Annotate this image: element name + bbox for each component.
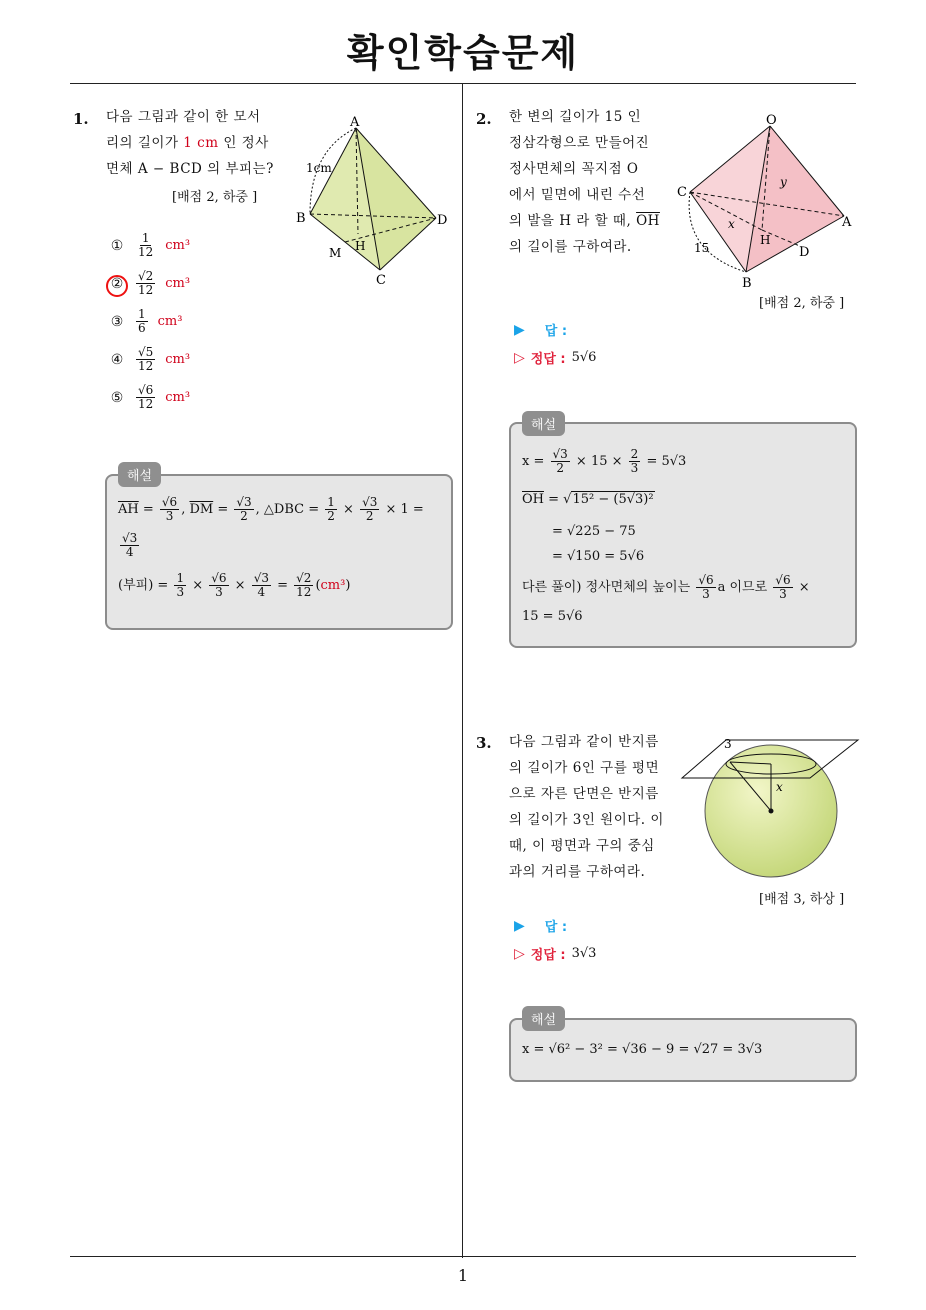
question-text: 한 변의 길이가 15 인 정삼각형으로 만들어진 정사면체의 꼭지점 O 에서 밑면에 내린 수선 의 발을 H 라 할 때, $\overline{OH}$ 의 길이를 구하여라. — [509, 109, 660, 255]
svg-text:x: x — [728, 217, 735, 231]
answer-play-icon: ▶ — [514, 321, 525, 338]
point-h-label: H — [355, 239, 366, 253]
explanation-tag: 해설 — [522, 411, 565, 436]
svg-text:y: y — [780, 175, 787, 189]
tetrahedron-o-figure — [672, 112, 857, 290]
svg-text:O: O — [766, 113, 777, 128]
correct-answer-row: ▷ 정답 : 5√6 — [514, 349, 597, 367]
page-title: 확인학습문제 — [346, 31, 580, 75]
vertex-d-label: D — [437, 213, 448, 228]
question-number: 3. — [476, 734, 492, 752]
explanation-line: $\overline{AH}$ = $\frac{√6}{3}$ , $\overline{DM}$ = $\frac{√3}{2}$ , △DBC = $\frac{1}{2}$ × $\frac{√3}{2}$ × 1 = — [118, 495, 424, 523]
option-1[interactable]: ① $\frac{1}{12}$ cm³ — [110, 231, 191, 259]
explanation-line: = √150 = 5√6 — [552, 549, 645, 564]
bottom-rule — [70, 1256, 856, 1257]
explanation-line: $\frac{√3}{4}$ — [122, 531, 138, 559]
point-m-label: M — [329, 246, 342, 260]
vertex-a-label: A — [350, 115, 360, 130]
explanation-line: 15 = 5√6 — [522, 609, 583, 624]
question-number: 1. — [73, 110, 89, 128]
sphere-figure — [680, 734, 860, 882]
option-3[interactable]: ③ $\frac{1}{6}$ cm³ — [110, 307, 183, 335]
svg-text:x: x — [776, 780, 783, 794]
option-2[interactable]: ② $\frac{√2}{12}$ cm³ — [110, 269, 191, 297]
answer-input-row[interactable]: ▶ 답 : — [514, 321, 568, 339]
explanation-tag: 해설 — [118, 462, 161, 487]
explanation-line: x = $\frac{√3}{2}$ × 15 × $\frac{2}{3}$ = 5√3 — [522, 447, 687, 475]
svg-text:15: 15 — [694, 241, 710, 255]
explanation-line: x = √6² − 3² = √36 − 9 = √27 = 3√3 — [522, 1042, 763, 1057]
answer-triangle-icon: ▷ — [514, 349, 525, 366]
score-label: [배점 2, 하중 ] — [759, 296, 845, 311]
question-text: 다음 그림과 같이 한 모서 리의 길이가 1 cm 인 정사 면체 A − BCD 의 부피는? — [106, 109, 274, 177]
edge-length-label: 1cm — [306, 161, 332, 175]
column-divider — [462, 84, 463, 1258]
question-number: 2. — [476, 110, 492, 128]
page-number: 1 — [457, 1266, 469, 1285]
question-text: 다음 그림과 같이 반지름 의 길이가 6인 구를 평면 으로 자른 단면은 반지름 의 길이가 3인 원이다. 이 때, 이 평면과 구의 중심 과의 거리를 구하여라. — [509, 734, 664, 880]
svg-text:D: D — [799, 245, 810, 260]
correct-answer-row: ▷ 정답 : 3√3 — [514, 945, 597, 963]
option-5[interactable]: ⑤ $\frac{√6}{12}$ cm³ — [110, 383, 191, 411]
score-label: [배점 2, 하중 ] — [172, 190, 258, 205]
answer-play-icon: ▶ — [514, 917, 525, 934]
vertex-b-label: B — [296, 211, 306, 226]
svg-text:3: 3 — [724, 737, 732, 751]
svg-text:H: H — [760, 233, 771, 247]
answer-input-row[interactable]: ▶ 답 : — [514, 917, 568, 935]
explanation-line: = √225 − 75 — [552, 524, 636, 539]
score-label: [배점 3, 하상 ] — [759, 892, 845, 907]
explanation-tag: 해설 — [522, 1006, 565, 1031]
svg-text:C: C — [677, 185, 687, 200]
top-rule — [70, 83, 856, 84]
option-4[interactable]: ④ $\frac{√5}{12}$ cm³ — [110, 345, 191, 373]
explanation-line: $\overline{OH} = √15^2 - (5√3)^2$ — [522, 492, 654, 507]
svg-text:A: A — [842, 215, 852, 230]
explanation-line: (부피) = $\frac{1}{3}$ × $\frac{√6}{3}$ × $\frac{√3}{4}$ = $\frac{√2}{12}$ (cm³) — [118, 571, 351, 599]
answer-triangle-icon: ▷ — [514, 945, 525, 962]
svg-text:B: B — [742, 276, 752, 290]
vertex-c-label: C — [376, 273, 386, 288]
explanation-line: 다른 풀이) 정사면체의 높이는 $\frac{√6}{3}$ a 이므로 $\frac{√6}{3}$ × — [522, 573, 810, 601]
tetrahedron-figure — [290, 110, 460, 290]
